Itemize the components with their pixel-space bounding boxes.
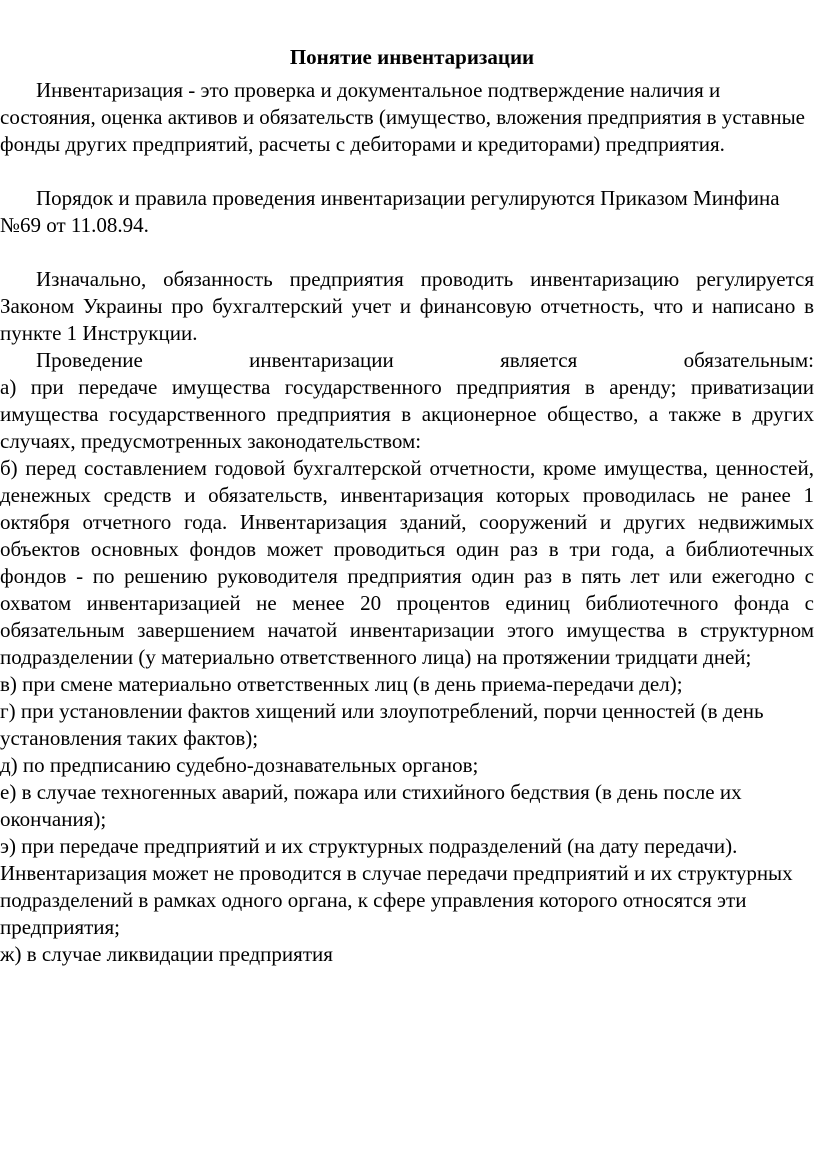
list-item-a: а) при передаче имущества государственного предприятия в аренду; приватизации имущества государственного предприятия в акционерное общество, а также в других случаях, предусмотренных законодательством: <box>0 375 814 453</box>
list-item-b: б) перед составлением годовой бухгалтерской отчетности, кроме имущества, ценностей, денежных средств и обязательств, инвентаризация которых проводилась не ранее 1 октября отчетного года. Инвентаризация зданий, сооружений и других недвижимых объектов основных фондов может проводиться один раз в три года, а библиотечных фондов - по решению руководителя предприятия один раз в пять лет или ежегодно с охватом инвентаризацией не менее 20 процентов единиц библиотечного фонда с обязательным завершением начатой инвентаризации этого имущества в структурном подразделении (у материально ответственного лица) на протяжении тридцати дней; <box>0 456 814 669</box>
list-item-g: г) при установлении фактов хищений или злоупотреблений, порчи ценностей (в день установления таких фактов); <box>0 699 764 750</box>
list-item-v: в) при смене материально ответственных лиц (в день приема-передачи дел); <box>0 672 683 696</box>
paragraph-definition: Инвентаризация - это проверка и документальное подтверждение наличия и состояния, оценка активов и обязательств (имущество, вложения предприятия в уставные фонды других предприятий, расчеты с дебиторами и кредиторами) предприятия. <box>0 78 806 156</box>
document-body <box>0 44 814 968</box>
list-item-e2: э) при передаче предприятий и их структурных подразделений (на дату передачи). Инвентаризация может не проводится в случае передачи предприятий и их структурных подразделений в рамках одного органа, к сфере управления которого относятся эти предприятия; <box>0 834 793 939</box>
paragraph-regulation: Порядок и правила проведения инвентаризации регулируются Приказом Минфина №69 от 11.08.94. <box>0 186 780 237</box>
paragraph-law: Изначально, обязанность предприятия проводить инвентаризацию регулируется Законом Украины про бухгалтерский учет и финансовую отчетность, что и написано в пункте 1 Инструкции. <box>0 267 814 345</box>
paragraph-gap <box>0 158 814 185</box>
paragraph-gap <box>0 239 814 266</box>
list-item-e: е) в случае техногенных аварий, пожара или стихийного бедствия (в день после их окончания); <box>0 780 742 831</box>
list-item-d: д) по предписанию судебно-дознавательных органов; <box>0 753 479 777</box>
paragraph-mandatory-intro: Проведение инвентаризации является обязательным: <box>36 348 814 372</box>
list-item-zh: ж) в случае ликвидации предприятия <box>0 942 333 966</box>
document-title: Понятие инвентаризации <box>289 45 535 69</box>
